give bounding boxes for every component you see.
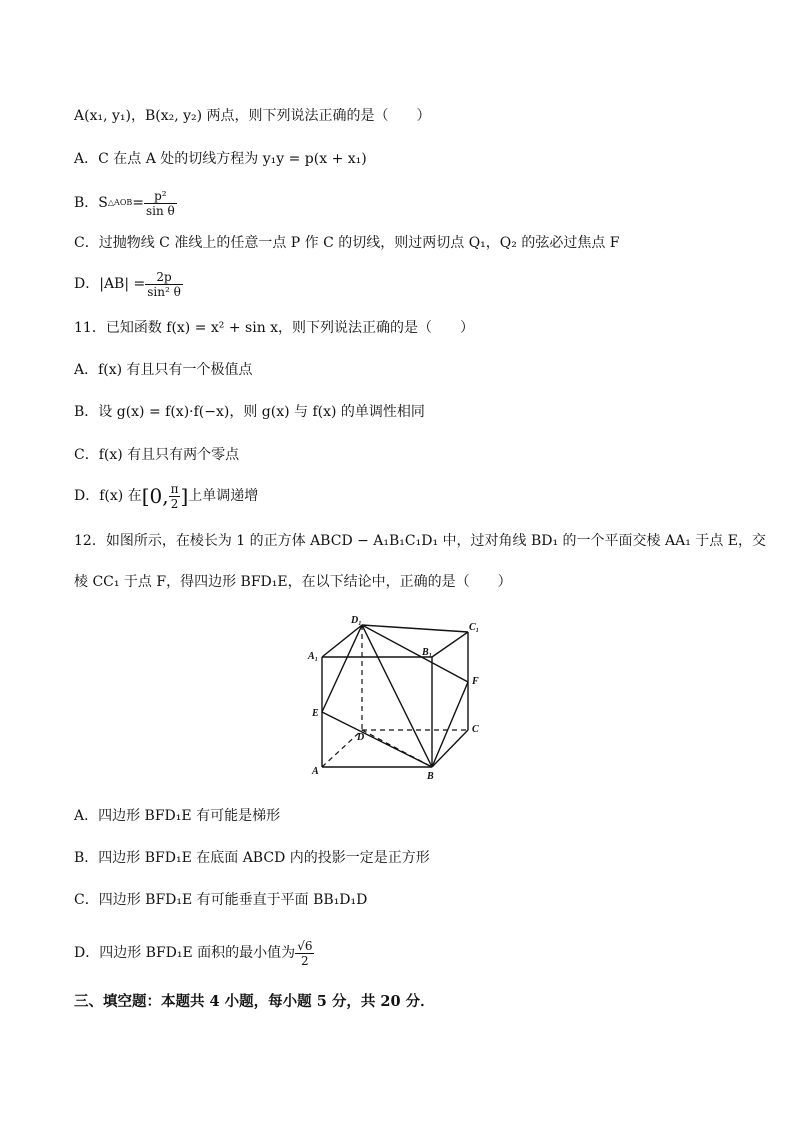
- label-c: C: [472, 724, 479, 735]
- q10-option-a: A．C 在点 A 处的切线方程为 y₁y = p(x + x₁): [74, 151, 367, 167]
- label-d1: D₁: [351, 615, 362, 626]
- q10-option-d-prefix: D．|AB| =: [74, 276, 146, 292]
- edge-b-c: [432, 730, 468, 767]
- q10-option-b-prefix: B．S: [74, 195, 108, 211]
- cube-figure: [300, 612, 500, 787]
- q10-option-d: [74, 266, 183, 302]
- section-b-f: [432, 682, 468, 767]
- q10-option-b-eq: =: [132, 195, 144, 211]
- q11-option-d-suffix: 上单调递增: [188, 488, 259, 504]
- q10-option-d-fraction: [145, 270, 183, 299]
- q10-option-b-sub: △AOB: [107, 198, 133, 207]
- label-f: F: [472, 676, 479, 687]
- q10-option-b: [74, 186, 177, 220]
- q12-option-a: A．四边形 BFD₁E 有可能是梯形: [74, 808, 281, 824]
- q11-option-d-numerator: π: [170, 481, 179, 496]
- q11-option-d-interval-left: [0,: [141, 484, 169, 508]
- q11-stem: 11．已知函数 f(x) = x² + sin x，则下列说法正确的是（ ）: [74, 320, 475, 336]
- q12-option-d-fraction: [295, 939, 314, 968]
- label-b: B: [427, 771, 434, 782]
- q12-stem-line-1: 12．如图所示，在棱长为 1 的正方体 ABCD − A₁B₁C₁D₁ 中，过对角线 BD₁ 的一个平面交棱 AA₁ 于点 E，交: [74, 533, 766, 549]
- q12-option-d-numerator: √6: [297, 938, 313, 953]
- label-e: E: [312, 708, 319, 719]
- q12-option-d: [74, 933, 314, 973]
- q10-option-b-numerator: p²: [144, 189, 177, 204]
- hidden-edge-a-d: [322, 730, 365, 767]
- label-a: A: [312, 766, 319, 777]
- hidden-diagonal-d-b: [362, 730, 432, 767]
- section-3-heading: 三、填空题：本题共 4 小题，每小题 5 分，共 20 分．: [74, 993, 435, 1010]
- q12-option-d-prefix: D．四边形 BFD₁E 面积的最小值为: [74, 945, 296, 961]
- label-b1: B₁: [422, 647, 433, 658]
- q11-option-d-prefix: D．f(x) 在: [74, 488, 142, 504]
- section-d1-e: [322, 625, 362, 712]
- label-a1: A₁: [308, 651, 319, 662]
- q11-option-d-interval-right: ]: [180, 484, 189, 508]
- q11-option-d-fraction: [169, 482, 181, 511]
- edge-a1-d1: [322, 625, 362, 657]
- q10-option-d-denominator: sin² θ: [147, 284, 181, 299]
- q12-option-c: C．四边形 BFD₁E 有可能垂直于平面 BB₁D₁D: [74, 892, 368, 908]
- section-d1-f: [362, 625, 468, 682]
- edge-d1-c1: [362, 625, 468, 632]
- q10-option-d-numerator: 2p: [145, 270, 183, 285]
- q10-option-b-denominator: sin θ: [146, 203, 175, 218]
- q12-stem-line-2: 棱 CC₁ 于点 F，得四边形 BFD₁E，在以下结论中，正确的是（ ）: [74, 574, 512, 590]
- section-e-b: [322, 712, 432, 767]
- q11-option-a: A．f(x) 有且只有一个极值点: [74, 362, 253, 378]
- q10-option-b-fraction: [144, 189, 177, 218]
- edge-b1-c1: [432, 632, 468, 657]
- q11-option-d: [74, 478, 258, 514]
- label-d: D: [357, 732, 365, 743]
- q11-option-b: B．设 g(x) = f(x)·f(−x)，则 g(x) 与 f(x) 的单调性相同: [74, 404, 425, 420]
- label-c1: C₁: [469, 622, 480, 633]
- q12-option-d-denominator: 2: [301, 953, 309, 968]
- q12-option-b: B．四边形 BFD₁E 在底面 ABCD 内的投影一定是正方形: [74, 850, 430, 866]
- q11-option-d-denominator: 2: [170, 496, 179, 511]
- q10-stem-tail: A(x₁, y₁)，B(x₂, y₂) 两点，则下列说法正确的是（ ）: [74, 108, 431, 124]
- q11-option-c: C．f(x) 有且只有两个零点: [74, 447, 240, 463]
- q10-option-c: C．过抛物线 C 准线上的任意一点 P 作 C 的切线，则过两切点 Q₁，Q₂ 的弦必过焦点 F: [74, 235, 620, 251]
